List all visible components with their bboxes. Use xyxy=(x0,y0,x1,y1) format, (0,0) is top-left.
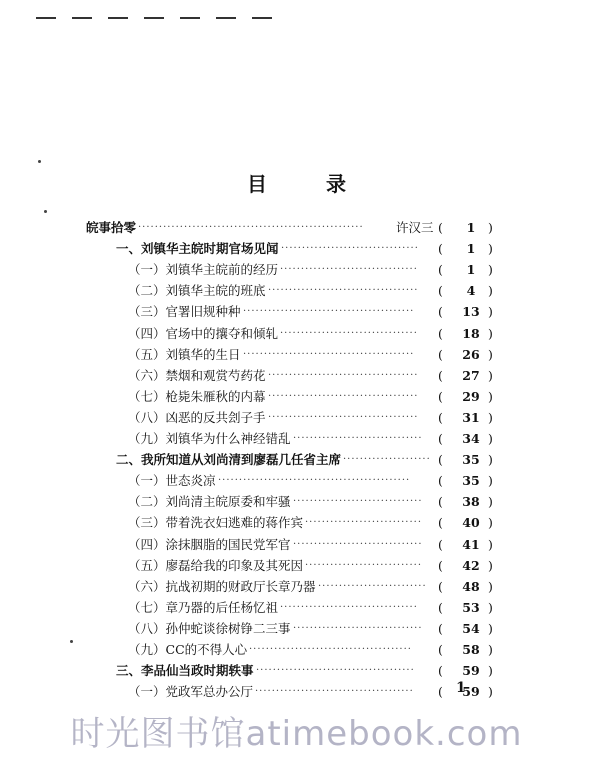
page-bracket-open: ( xyxy=(438,346,443,362)
page-bracket-close: ) xyxy=(488,409,493,425)
toc-entry-page: 59 xyxy=(462,663,480,679)
toc-leader-dots: ···································· xyxy=(268,390,419,402)
toc-leader-dots: ······················································ xyxy=(138,222,364,233)
page-bracket-open: ( xyxy=(438,599,443,615)
scan-speck xyxy=(38,160,41,163)
toc-leader-dots: ································· xyxy=(280,601,418,613)
page-number: 1 xyxy=(456,680,466,696)
toc-entry-title: 三、李品仙当政时期轶事 xyxy=(116,663,254,679)
toc-entry-page: 35 xyxy=(462,473,480,489)
page-bracket-open: ( xyxy=(438,262,443,278)
toc-entry xyxy=(0,323,593,345)
page-bracket-open: ( xyxy=(438,473,443,489)
page-bracket-close: ) xyxy=(488,220,493,235)
toc-entry xyxy=(0,618,593,640)
toc-entry-page: 18 xyxy=(462,325,480,341)
page-bracket-close: ) xyxy=(488,578,493,594)
toc-entry-title: （四）官场中的攘夺和倾轧 xyxy=(128,325,279,341)
page-bracket-close: ) xyxy=(488,431,493,446)
toc-entry xyxy=(0,259,593,281)
page-bracket-open: ( xyxy=(438,431,443,446)
header-rule xyxy=(36,17,286,19)
toc-entry-title: （一）党政军总办公厅 xyxy=(128,684,254,700)
page-bracket-open: ( xyxy=(438,325,443,341)
toc-entry xyxy=(0,681,593,703)
toc-entry-page: 1 xyxy=(466,241,476,257)
toc-leader-dots: ·························· xyxy=(318,580,427,592)
toc-entry-title: 皖事拾零 xyxy=(86,220,137,235)
toc-entry-title: （三）官署旧规种种 xyxy=(128,304,241,320)
toc-entry-page: 48 xyxy=(462,578,480,594)
toc-entry-page: 58 xyxy=(462,642,480,657)
page-bracket-open: ( xyxy=(438,557,443,573)
page-bracket-close: ) xyxy=(488,304,493,320)
page-bracket-close: ) xyxy=(488,262,493,278)
page-title: 目 录 xyxy=(247,172,372,196)
toc-entry-title: （八）孙仲蛇谈徐树铮二三事 xyxy=(128,620,291,636)
toc-leader-dots: ······································ xyxy=(255,686,414,698)
toc-entry-page: 38 xyxy=(462,494,480,510)
page-bracket-open: ( xyxy=(438,388,443,404)
page-bracket-open: ( xyxy=(438,452,443,468)
toc-entry xyxy=(0,660,593,682)
page-bracket-close: ) xyxy=(488,325,493,341)
toc-entry-author: 许汉三 xyxy=(396,220,434,235)
toc-entry-title: 二、我所知道从刘尚清到廖磊几任省主席 xyxy=(116,452,342,468)
toc-leader-dots: ······································ xyxy=(256,665,415,677)
toc-leader-dots: ································· xyxy=(281,243,419,255)
toc-entry-title: （八）凶恶的反共刽子手 xyxy=(128,409,266,425)
page-bracket-open: ( xyxy=(438,283,443,299)
page-bracket-close: ) xyxy=(488,367,493,383)
toc-entry-title: （九）CC的不得人心 xyxy=(128,642,248,657)
toc-leader-dots: ···································· xyxy=(268,369,419,381)
page-bracket-open: ( xyxy=(438,663,443,679)
page-bracket-close: ) xyxy=(488,388,493,404)
toc-entry-page: 41 xyxy=(462,536,480,552)
toc-entry xyxy=(0,428,593,450)
toc-entry-page: 54 xyxy=(462,620,480,636)
toc-leader-dots: ································· xyxy=(280,327,418,339)
toc-entry xyxy=(0,534,593,556)
toc-entry-title: （一）刘镇华主皖前的经历 xyxy=(128,262,279,278)
toc-entry-title: 一、刘镇华主皖时期官场见闻 xyxy=(116,241,279,257)
page-bracket-close: ) xyxy=(488,599,493,615)
toc-leader-dots: ···································· xyxy=(268,285,419,297)
toc-entry-title: （九）刘镇华为什么神经错乱 xyxy=(128,431,291,446)
toc-entry-page: 13 xyxy=(462,304,480,320)
page-bracket-open: ( xyxy=(438,642,443,657)
page-bracket-close: ) xyxy=(488,241,493,257)
page-bracket-close: ) xyxy=(488,642,493,657)
toc-entry-title: （二）刘尚清主皖原委和牢骚 xyxy=(128,494,291,510)
toc-entry-page: 35 xyxy=(462,452,480,468)
toc-entry-page: 26 xyxy=(462,346,480,362)
page-bracket-open: ( xyxy=(438,536,443,552)
toc-entry-page: 53 xyxy=(462,599,480,615)
page-bracket-open: ( xyxy=(438,367,443,383)
toc-entry xyxy=(0,639,593,661)
toc-entry xyxy=(0,597,593,619)
watermark: 时光图书馆atimebook.com xyxy=(70,714,523,754)
toc-entry-title: （四）涂抹胭脂的国民党军官 xyxy=(128,536,291,552)
toc-entry-page: 40 xyxy=(462,515,480,531)
page-bracket-close: ) xyxy=(488,283,493,299)
toc-entry xyxy=(0,280,593,302)
toc-entry-title: （一）世态炎凉 xyxy=(128,473,216,489)
toc-entry-title: （二）刘镇华主皖的班底 xyxy=(128,283,266,299)
toc-entry xyxy=(0,470,593,492)
toc-entry xyxy=(0,301,593,323)
toc-entry-page: 1 xyxy=(466,262,476,278)
toc-leader-dots: ····················· xyxy=(343,454,431,466)
page-bracket-close: ) xyxy=(488,473,493,489)
toc-entry xyxy=(0,491,593,513)
page-bracket-close: ) xyxy=(488,494,493,510)
toc-entry-page: 27 xyxy=(462,367,480,383)
toc-leader-dots: ······································· xyxy=(249,644,412,655)
toc-entry-title: （五）刘镇华的生日 xyxy=(128,346,241,362)
toc-entry xyxy=(0,386,593,408)
toc-entry-page: 29 xyxy=(462,388,480,404)
toc-entry xyxy=(0,576,593,598)
toc-leader-dots: ······························· xyxy=(293,538,423,550)
toc-leader-dots: ········································· xyxy=(243,348,415,360)
toc-entry-title: （三）带着洗衣妇逃难的蒋作宾 xyxy=(128,515,304,531)
toc-entry-page: 1 xyxy=(466,220,476,235)
toc-entry-page: 59 xyxy=(462,684,480,700)
toc-leader-dots: ···································· xyxy=(268,411,419,423)
page-bracket-open: ( xyxy=(438,494,443,510)
toc-entry-title: （七）章乃器的后任杨忆祖 xyxy=(128,599,279,615)
page-bracket-open: ( xyxy=(438,220,443,235)
page-bracket-close: ) xyxy=(488,536,493,552)
toc-entry xyxy=(0,512,593,534)
page-bracket-close: ) xyxy=(488,557,493,573)
toc-leader-dots: ······························· xyxy=(293,496,423,508)
toc-entry xyxy=(0,238,593,260)
page-bracket-close: ) xyxy=(488,346,493,362)
page-bracket-open: ( xyxy=(438,620,443,636)
toc-entry-title: （六）禁烟和观赏芍药花 xyxy=(128,367,266,383)
toc-entry-page: 42 xyxy=(462,557,480,573)
toc-entry xyxy=(0,407,593,429)
toc-leader-dots: ········································· xyxy=(243,306,415,318)
toc-entry-page: 34 xyxy=(462,431,480,446)
toc-entry-title: （五）廖磊给我的印象及其死因 xyxy=(128,557,304,573)
page-bracket-open: ( xyxy=(438,241,443,257)
toc-leader-dots: ································· xyxy=(280,264,418,276)
page-bracket-close: ) xyxy=(488,684,493,700)
toc-entry xyxy=(0,217,593,239)
page-bracket-open: ( xyxy=(438,409,443,425)
page-bracket-close: ) xyxy=(488,620,493,636)
toc-leader-dots: ···························· xyxy=(305,517,423,529)
toc-leader-dots: ······························· xyxy=(293,622,423,634)
page-bracket-close: ) xyxy=(488,663,493,679)
toc-entry xyxy=(0,449,593,471)
toc-entry-page: 4 xyxy=(466,283,476,299)
toc-entry-title: （六）抗战初期的财政厅长章乃器 xyxy=(128,578,316,594)
toc-leader-dots: ·············································· xyxy=(218,475,411,487)
toc-leader-dots: ······························· xyxy=(293,433,423,444)
page-bracket-close: ) xyxy=(488,515,493,531)
toc-entry xyxy=(0,365,593,387)
page-bracket-open: ( xyxy=(438,304,443,320)
page-bracket-open: ( xyxy=(438,515,443,531)
toc-entry-page: 31 xyxy=(462,409,480,425)
toc-entry xyxy=(0,344,593,366)
page-bracket-open: ( xyxy=(438,578,443,594)
toc-entry xyxy=(0,555,593,577)
toc-leader-dots: ···························· xyxy=(305,559,423,571)
toc-entry-title: （七）枪毙朱雁秋的内幕 xyxy=(128,388,266,404)
scan-speck xyxy=(44,210,47,213)
page-bracket-open: ( xyxy=(438,684,443,700)
page-bracket-close: ) xyxy=(488,452,493,468)
